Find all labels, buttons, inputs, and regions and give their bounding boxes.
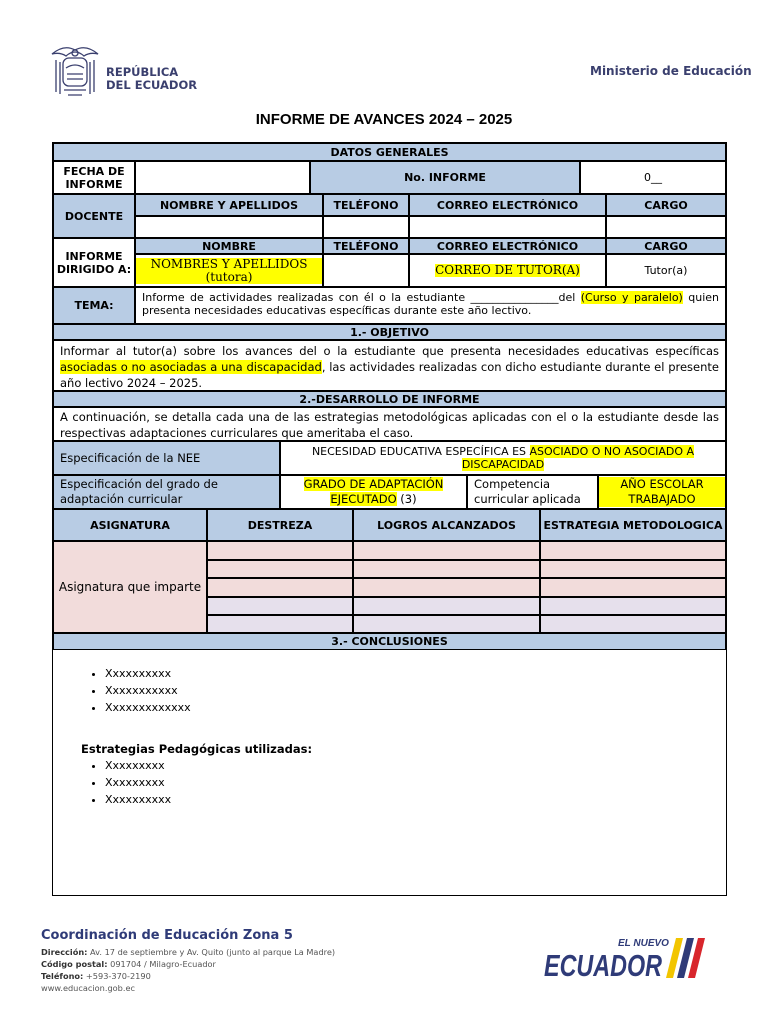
desarrollo-heading: 2.-DESARROLLO DE INFORME <box>53 391 726 407</box>
no-informe-value: 0__ <box>580 161 726 194</box>
nee-highlight: ASOCIADO O NO ASOCIADO A DISCAPACIDAD <box>461 445 695 471</box>
conclusiones-heading: 3.- CONCLUSIONES <box>53 633 726 650</box>
tema-text <box>135 287 726 324</box>
footer-telefono <box>41 971 151 981</box>
tema-curso-paralelo: (Curso y paralelo) <box>580 291 683 304</box>
tema-text-part-1: Informe de actividades realizadas con él o la estudiante ________________del <box>142 291 581 304</box>
list-item: • Xxxxxxxxxx <box>105 791 726 808</box>
objetivo-highlight: asociadas o no asociadas a una discapacidad <box>60 360 322 374</box>
republic-wordmark <box>106 66 197 92</box>
grado-highlight: GRADO DE ADAPTACIÓN EJECUTADO <box>303 477 444 506</box>
docente-col-nombre: NOMBRE Y APELLIDOS <box>135 194 323 216</box>
republic-line-1: REPÚBLICA <box>106 65 179 79</box>
codigo-label: Código postal: <box>41 959 108 969</box>
document-title: INFORME DE AVANCES 2024 – 2025 <box>255 111 513 128</box>
list-item: • Xxxxxxxxxxx <box>105 682 726 699</box>
tema-text-part-2: quien presenta necesidades educativas específicas durante este año lectivo. <box>142 291 720 317</box>
no-informe-label: No. INFORME <box>310 161 580 194</box>
table-cell <box>353 578 540 597</box>
footer-direccion <box>41 947 335 957</box>
asignatura-cell: Asignatura que imparte <box>53 541 207 633</box>
fecha-label: FECHA DE INFORME <box>53 161 135 194</box>
footer-title: Coordinación de Educación Zona 5 <box>41 928 293 943</box>
table-cell <box>353 541 540 560</box>
col-asignatura: ASIGNATURA <box>53 509 207 541</box>
dirigido-col-correo: CORREO ELECTRÓNICO <box>409 238 606 254</box>
datos-generales-heading: DATOS GENERALES <box>53 143 726 161</box>
table-cell <box>207 560 353 578</box>
competencia-label: Competencia curricular aplicada <box>467 475 598 509</box>
tema-label: TEMA: <box>53 287 135 324</box>
table-cell <box>540 578 726 597</box>
dirigido-telefono-cell <box>323 254 409 287</box>
table-cell <box>540 560 726 578</box>
docente-cargo-cell <box>606 216 726 238</box>
telefono-value: +593-370-2190 <box>83 971 151 981</box>
table-cell <box>353 597 540 615</box>
docente-correo-cell <box>409 216 606 238</box>
list-item: • Xxxxxxxxxxxxx <box>105 699 726 716</box>
coat-of-arms-logo <box>44 40 106 106</box>
direccion-value: Av. 17 de septiembre y Av. Quito (junto al parque La Madre) <box>87 947 336 957</box>
codigo-value: 091704 / Milagro-Ecuador <box>107 959 216 969</box>
nee-text: NECESIDAD EDUCATIVA ESPECÍFICA ES <box>311 445 530 458</box>
anio-escolar-cell <box>598 475 726 509</box>
fecha-value <box>135 161 310 194</box>
dirigido-nombre: NOMBRES Y APELLIDOS (tutora) <box>136 258 322 284</box>
table-cell <box>353 615 540 633</box>
docente-col-cargo: CARGO <box>606 194 726 216</box>
table-cell <box>353 560 540 578</box>
table-cell <box>207 578 353 597</box>
col-estrategia: ESTRATEGIA METODOLOGICA <box>540 509 726 541</box>
list-item: • Xxxxxxxxx <box>105 774 726 791</box>
dirigido-col-cargo: CARGO <box>606 238 726 254</box>
dirigido-col-nombre: NOMBRE <box>135 238 323 254</box>
table-cell <box>540 597 726 615</box>
col-logros: LOGROS ALCANZADOS <box>353 509 540 541</box>
footer-web: www.educacion.gob.ec <box>41 983 136 993</box>
dirigido-cargo: Tutor(a) <box>606 254 726 287</box>
table-cell <box>207 541 353 560</box>
grado-label: Especificación del grado de adaptación curricular <box>53 475 280 509</box>
republic-line-2: DEL ECUADOR <box>106 78 198 92</box>
dirigido-nombre-cell <box>135 254 323 287</box>
list-item: • Xxxxxxxxx <box>105 757 726 774</box>
informe-dirigido-label: INFORME DIRIGIDO A: <box>53 238 135 287</box>
docente-telefono-cell <box>323 216 409 238</box>
docente-nombre-cell <box>135 216 323 238</box>
ministry-name: Ministerio de Educación <box>590 64 752 78</box>
nee-label: Especificación de la NEE <box>53 441 280 475</box>
grado-value <box>280 475 467 509</box>
table-cell <box>540 615 726 633</box>
col-destreza: DESTREZA <box>207 509 353 541</box>
footer-codigo <box>41 959 216 969</box>
estrategias-list <box>53 757 726 808</box>
docente-col-telefono: TELÉFONO <box>323 194 409 216</box>
grado-suffix: (3) <box>396 492 417 506</box>
direccion-label: Dirección: <box>41 947 88 957</box>
objetivo-part-1: Informar al tutor(a) sobre los avances del o la estudiante que presenta necesidades educativas específicas <box>60 344 719 358</box>
nee-value <box>280 441 726 475</box>
objetivo-part-2: , las actividades realizadas con dicho estudiante durante el presente año lectivo 2024 – 2025. <box>60 360 719 390</box>
docente-col-correo: CORREO ELECTRÓNICO <box>409 194 606 216</box>
table-cell <box>207 597 353 615</box>
estrategias-label: Estrategias Pedagógicas utilizadas: <box>81 742 313 756</box>
objetivo-heading: 1.- OBJETIVO <box>53 324 726 340</box>
telefono-label: Teléfono: <box>41 971 84 981</box>
desarrollo-text: A continuación, se detalla cada una de las estrategias metodológicas aplicadas con el o la estudiante desde las respectivas adaptaciones curriculares que ameritaba el caso. <box>53 407 726 441</box>
dirigido-col-telefono: TELÉFONO <box>323 238 409 254</box>
dirigido-correo-cell <box>409 254 606 287</box>
dirigido-correo: CORREO DE TUTOR(A) <box>435 263 580 277</box>
el-nuevo-ecuador-logo <box>542 934 728 980</box>
conclusiones-list <box>53 665 726 716</box>
anio-escolar: AÑO ESCOLAR TRABAJADO <box>599 477 725 507</box>
docente-label: DOCENTE <box>53 194 135 238</box>
brand-big-text: ECUADOR <box>544 948 663 980</box>
table-cell <box>207 615 353 633</box>
brand-small-text: EL NUEVO <box>618 938 669 949</box>
conclusiones-body <box>53 665 726 808</box>
objetivo-text <box>53 340 726 391</box>
report-form <box>52 142 727 896</box>
table-cell <box>540 541 726 560</box>
list-item: • Xxxxxxxxxx <box>105 665 726 682</box>
